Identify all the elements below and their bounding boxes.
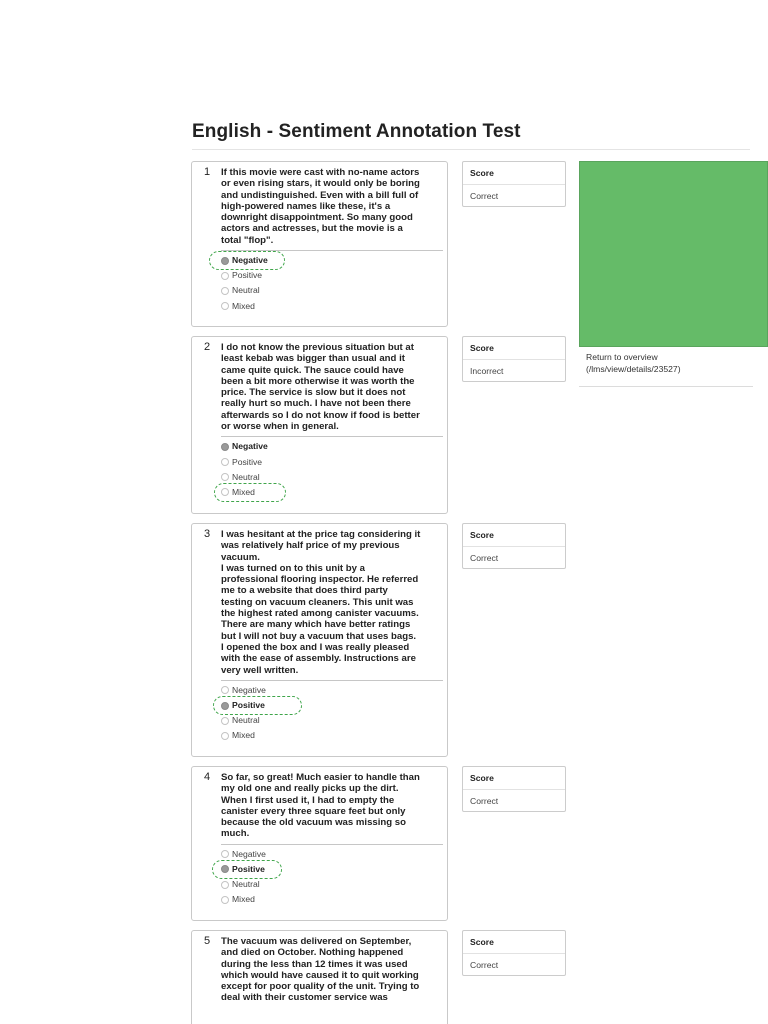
option-label: Mixed (232, 300, 255, 311)
option-label: Mixed (232, 486, 255, 497)
question-text-line: When I first used it, I had to empty the (221, 794, 395, 806)
option-label: Mixed (232, 894, 255, 905)
question-text-line: which would have caused it to quit working (221, 969, 419, 981)
question-text-line: me to a website that does third party (221, 585, 388, 597)
radio-button[interactable] (221, 458, 229, 466)
option-label: Negative (232, 255, 268, 266)
option-negative[interactable] (221, 439, 421, 454)
option-label: Neutral (232, 285, 260, 296)
question-text (221, 772, 441, 840)
score-box (462, 766, 566, 812)
question-text-line: came quite quick. The sauce could have (221, 364, 404, 376)
question-text-line: really hurt so much. I have not been there (221, 398, 411, 410)
question-text-line: my old one and really picks up the dirt. (221, 783, 399, 795)
answer-highlight-annotation (212, 860, 282, 879)
question-text-line: total "flop". (221, 234, 274, 246)
overview-divider (579, 386, 753, 387)
question-text-line: canister every three square feet but only (221, 805, 406, 817)
question-text-line: high-powered names like these, it's a (221, 200, 391, 212)
question-number: 5 (204, 935, 211, 947)
overview-thumbnail[interactable] (579, 161, 768, 347)
question-text (221, 936, 441, 1004)
answer-highlight-annotation (214, 483, 286, 502)
question-text-line: There are many which have better ratings (221, 619, 411, 631)
question-card (191, 161, 448, 327)
question-number: 4 (204, 771, 211, 783)
question-text-line: If this movie were cast with no-name actors (221, 167, 420, 178)
question-divider (221, 680, 443, 681)
option-label: Neutral (232, 471, 260, 482)
question-text-line: actors and actresses, but the movie is a (221, 223, 403, 235)
radio-button[interactable] (221, 896, 229, 904)
question-text-line: the highest rated among canister vacuums. (221, 608, 419, 620)
question-text-line: least kebab was bigger than usual and it (221, 353, 405, 365)
question-text-line: vacuum. (221, 551, 260, 563)
radio-button[interactable] (221, 881, 229, 889)
return-to-overview-link[interactable] (586, 352, 681, 375)
question-text-line: except for poor quality of the unit. Trying to (221, 981, 420, 993)
question-text-line: I was hesitant at the price tag considering it (221, 529, 421, 540)
question-card (191, 523, 448, 757)
option-label: Negative (232, 848, 266, 859)
question-text-line: I was turned on to this unit by a (221, 562, 365, 574)
radio-button[interactable] (221, 473, 229, 481)
radio-button[interactable] (221, 850, 229, 858)
radio-button[interactable] (221, 732, 229, 740)
question-text-line: I do not know the previous situation but at (221, 342, 414, 353)
question-text-line: or worse when in general. (221, 421, 339, 433)
title-divider (192, 149, 750, 150)
score-box (462, 523, 566, 569)
overview-link-text[interactable]: Return to overview (586, 352, 658, 362)
question-card (191, 336, 448, 514)
answer-highlight-annotation (213, 696, 302, 715)
question-divider (221, 844, 443, 845)
question-text-line: much. (221, 828, 250, 840)
question-number: 3 (204, 528, 211, 540)
option-mixed[interactable] (221, 892, 421, 907)
radio-button[interactable] (221, 272, 229, 280)
question-number: 2 (204, 341, 211, 353)
overview-card (579, 161, 768, 388)
question-text (221, 167, 441, 246)
radio-button[interactable] (221, 302, 229, 310)
question-text-line: testing on vacuum cleaners. This unit was (221, 596, 414, 608)
score-box (462, 930, 566, 976)
question-text-line: afterwards so I do not know if food is better (221, 409, 420, 421)
option-label: Positive (232, 456, 263, 467)
score-box (462, 336, 566, 382)
option-label: Neutral (232, 715, 260, 726)
option-label: Positive (232, 863, 265, 874)
question-text (221, 529, 441, 676)
question-text-line: downright disappointment. So many good (221, 212, 413, 224)
option-label: Positive (232, 270, 263, 281)
score-result: Correct (470, 553, 499, 563)
radio-button[interactable] (221, 717, 229, 725)
radio-button[interactable] (221, 443, 229, 451)
question-text-line: because the old vacuum was missing so (221, 817, 407, 829)
question-text-line: professional flooring inspector. He referred (221, 574, 419, 586)
question-text-line: with the ease of assembly. Instructions are (221, 653, 416, 665)
question-card (191, 766, 448, 921)
question-text-line: but I will not buy a vacuum that uses bags. (221, 630, 417, 642)
option-label: Positive (232, 700, 265, 711)
question-text-line: and undistinguished. Even with a bill full of (221, 189, 419, 201)
question-text-line: So far, so great! Much easier to handle than (221, 772, 420, 783)
overview-link-url[interactable]: (/lms/view/details/23527) (586, 363, 681, 374)
question-text-line: or even rising stars, it would only be boring (221, 178, 420, 190)
option-neutral[interactable] (221, 283, 421, 298)
score-result: Correct (470, 796, 499, 806)
option-positive[interactable] (221, 268, 421, 283)
question-text (221, 342, 441, 432)
question-divider (221, 436, 443, 437)
option-label: Negative (232, 684, 266, 695)
option-mixed[interactable] (221, 299, 421, 314)
question-text-line: deal with their customer service was (221, 992, 388, 1004)
score-box (462, 161, 566, 207)
question-text-line: I opened the box and I was really pleased (221, 641, 410, 653)
option-label: Mixed (232, 730, 255, 741)
score-header: Score (463, 524, 565, 547)
question-card (191, 930, 448, 1024)
question-number: 1 (204, 166, 211, 178)
radio-button[interactable] (221, 287, 229, 295)
score-header: Score (463, 931, 565, 954)
option-positive[interactable] (221, 455, 421, 470)
question-text-line: The vacuum was delivered on September, (221, 936, 412, 947)
score-header: Score (463, 767, 565, 790)
question-text-line: and died on October. Nothing happened (221, 947, 404, 959)
answer-highlight-annotation (209, 251, 285, 270)
question-text-line: during the less than 12 times it was used (221, 958, 408, 970)
option-neutral[interactable] (221, 713, 421, 728)
question-text-line: been a bit more otherwise it was worth the (221, 375, 415, 387)
page-title: English - Sentiment Annotation Test (192, 121, 521, 142)
question-text-line: price. The service is slow but it does not (221, 387, 406, 399)
radio-button[interactable] (221, 686, 229, 694)
option-mixed[interactable] (221, 728, 421, 743)
score-result: Correct (470, 960, 499, 970)
question-text-line: very well written. (221, 664, 299, 676)
option-neutral[interactable] (221, 877, 421, 892)
question-text-line: was relatively half price of my previous (221, 540, 400, 552)
score-header: Score (463, 162, 565, 185)
option-label: Negative (232, 441, 268, 452)
score-result: Incorrect (470, 366, 504, 376)
score-result: Correct (470, 191, 499, 201)
score-header: Score (463, 337, 565, 360)
option-label: Neutral (232, 879, 260, 890)
